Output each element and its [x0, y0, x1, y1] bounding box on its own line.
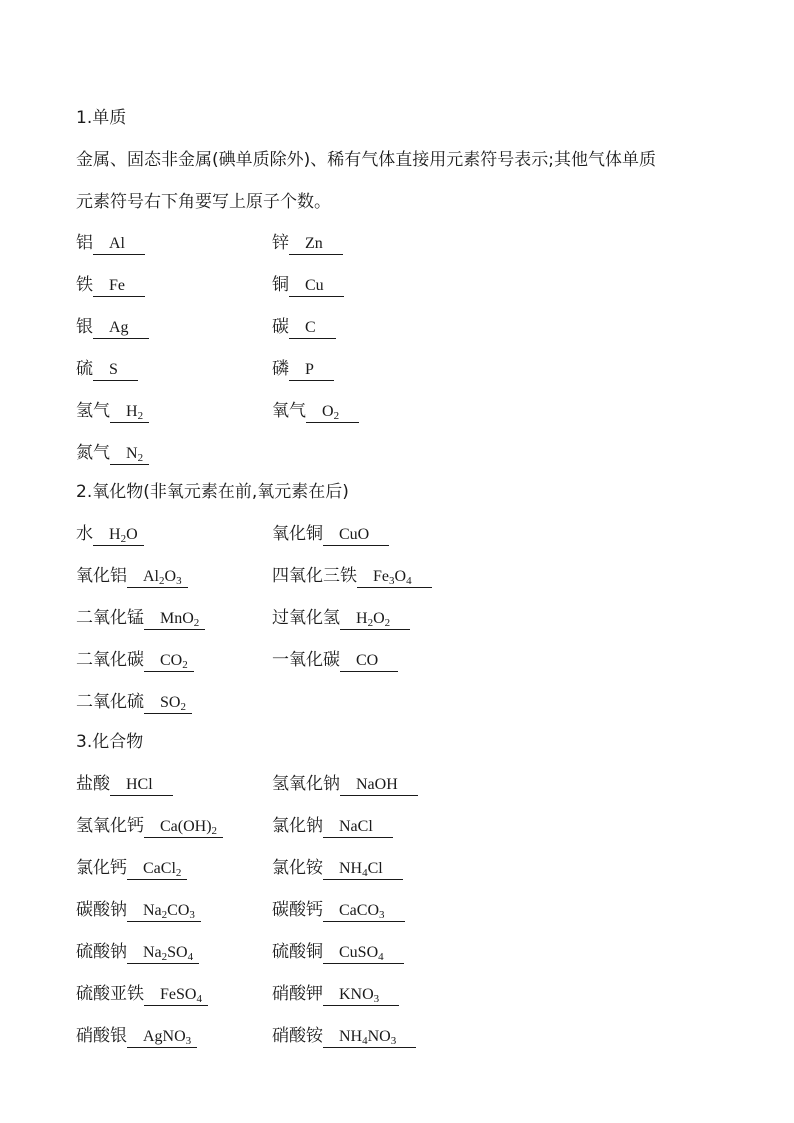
formula-row	[76, 648, 716, 672]
chemical-formula: Fe	[93, 276, 145, 297]
compound-name: 氯化钙	[76, 858, 127, 878]
formula-entry	[272, 772, 418, 796]
formula-row	[76, 940, 716, 964]
compound-name: 磷	[272, 359, 289, 379]
chemical-formula: S	[93, 360, 138, 381]
formula-entry	[272, 357, 334, 381]
chemical-formula: CaCO$_3$	[323, 901, 405, 922]
formula-row	[76, 357, 716, 381]
compound-name: 硝酸钾	[272, 984, 323, 1004]
compound-name: 四氧化三铁	[272, 566, 357, 586]
compound-name: 硫酸钠	[76, 942, 127, 962]
formula-row	[76, 441, 716, 465]
section-1-heading: 1.单质	[76, 108, 127, 128]
chemical-formula: C	[289, 318, 336, 339]
compound-name: 碳酸钠	[76, 900, 127, 920]
compound-name: 一氧化碳	[272, 650, 340, 670]
chemical-formula: $Na_2SO_4$	[127, 943, 199, 964]
chemical-formula: $Ca(OH)_2$	[144, 817, 223, 838]
formula-row	[76, 772, 716, 796]
chemical-formula: NaOH	[340, 775, 418, 796]
compound-name: 铜	[272, 275, 289, 295]
chemical-formula: CaCl$_2$	[127, 859, 187, 880]
section-3-heading: 3.化合物	[76, 732, 144, 752]
chemical-formula: CuSO$_4$	[323, 943, 404, 964]
formula-entry	[76, 648, 194, 672]
chemical-formula: HCl	[110, 775, 173, 796]
compound-name: 硫	[76, 359, 93, 379]
compound-name: 二氧化锰	[76, 608, 144, 628]
formula-row	[76, 982, 716, 1006]
chemical-formula: CuO	[323, 525, 389, 546]
compound-name: 二氧化硫	[76, 692, 144, 712]
chemical-formula: $Fe_3O_4$	[357, 567, 432, 588]
compound-name: 碳酸钙	[272, 900, 323, 920]
section-2-heading: 2.氧化物(非氧元素在前,氧元素在后)	[76, 482, 349, 502]
chemical-formula: $N_2$	[110, 444, 149, 465]
chemical-formula: $Al_2O_3$	[127, 567, 188, 588]
chemical-formula: NaCl	[323, 817, 393, 838]
chemical-formula: $H_2O$	[93, 525, 144, 546]
chemical-formula: $NH_4NO_3$	[323, 1027, 416, 1048]
compound-name: 氯化铵	[272, 858, 323, 878]
chemical-formula: $CO_2$	[144, 651, 194, 672]
formula-entry	[272, 399, 359, 423]
compound-name: 氢氧化钙	[76, 816, 144, 836]
chemical-formula: MnO$_2$	[144, 609, 205, 630]
chemical-formula: AgNO$_3$	[127, 1027, 197, 1048]
compound-name: 盐酸	[76, 774, 110, 794]
formula-entry	[272, 856, 403, 880]
formula-entry	[76, 315, 149, 339]
formula-entry	[272, 940, 404, 964]
section-1-description-line-2: 元素符号右下角要写上原子个数。	[76, 192, 331, 212]
formula-entry	[272, 522, 389, 546]
chemical-formula: $O_2$	[306, 402, 359, 423]
compound-name: 铁	[76, 275, 93, 295]
compound-name: 氮气	[76, 443, 110, 463]
formula-row	[76, 606, 716, 630]
formula-row	[76, 898, 716, 922]
compound-name: 锌	[272, 233, 289, 253]
formula-entry	[76, 772, 173, 796]
chemical-formula: Ag	[93, 318, 149, 339]
formula-entry	[272, 564, 432, 588]
compound-name: 氧化铜	[272, 524, 323, 544]
compound-name: 水	[76, 524, 93, 544]
formula-entry	[76, 814, 223, 838]
formula-row	[76, 814, 716, 838]
formula-entry	[76, 606, 205, 630]
compound-name: 氯化钠	[272, 816, 323, 836]
formula-entry	[76, 441, 149, 465]
formula-entry	[76, 522, 144, 546]
compound-name: 氧气	[272, 401, 306, 421]
formula-entry	[76, 982, 208, 1006]
formula-row	[76, 1024, 716, 1048]
formula-entry	[272, 273, 344, 297]
formula-row	[76, 564, 716, 588]
compound-name: 硫酸铜	[272, 942, 323, 962]
formula-row	[76, 856, 716, 880]
compound-name: 氧化铝	[76, 566, 127, 586]
compound-name: 铝	[76, 233, 93, 253]
formula-entry	[76, 231, 145, 255]
chemical-formula: $KNO_3$	[323, 985, 399, 1006]
chemical-formula: $H_2O_2$	[340, 609, 410, 630]
chemical-formula: Cu	[289, 276, 344, 297]
compound-name: 硝酸铵	[272, 1026, 323, 1046]
formula-entry	[76, 898, 201, 922]
formula-entry	[272, 606, 410, 630]
formula-entry	[76, 690, 192, 714]
formula-entry	[76, 856, 187, 880]
formula-entry	[272, 982, 399, 1006]
compound-name: 氢氧化钠	[272, 774, 340, 794]
compound-name: 过氧化氢	[272, 608, 340, 628]
formula-entry	[272, 648, 398, 672]
formula-row	[76, 690, 716, 714]
formula-entry	[272, 231, 343, 255]
chemical-formula: CO	[340, 651, 398, 672]
formula-entry	[272, 1024, 416, 1048]
compound-name: 二氧化碳	[76, 650, 144, 670]
chemical-formula: FeSO$_4$	[144, 985, 208, 1006]
formula-entry	[272, 315, 336, 339]
chemical-formula: $Na_2CO_3$	[127, 901, 201, 922]
chemical-formula: Zn	[289, 234, 343, 255]
chemical-formula: Al	[93, 234, 145, 255]
formula-row	[76, 522, 716, 546]
chemical-formula: P	[289, 360, 334, 381]
chemical-formula: $NH_4Cl$	[323, 859, 403, 880]
formula-entry	[76, 357, 138, 381]
formula-entry	[76, 940, 199, 964]
section-1-description-line-1: 金属、固态非金属(碘单质除外)、稀有气体直接用元素符号表示;其他气体单质	[76, 150, 656, 170]
formula-entry	[272, 814, 393, 838]
formula-row	[76, 231, 716, 255]
compound-name: 硫酸亚铁	[76, 984, 144, 1004]
formula-entry	[272, 898, 405, 922]
formula-entry	[76, 1024, 197, 1048]
compound-name: 硝酸银	[76, 1026, 127, 1046]
formula-row	[76, 315, 716, 339]
compound-name: 银	[76, 317, 93, 337]
formula-entry	[76, 273, 145, 297]
formula-entry	[76, 399, 149, 423]
chemical-formula: $H_2$	[110, 402, 149, 423]
chemical-formula: $SO_2$	[144, 693, 192, 714]
compound-name: 碳	[272, 317, 289, 337]
formula-entry	[76, 564, 188, 588]
formula-row	[76, 273, 716, 297]
compound-name: 氢气	[76, 401, 110, 421]
formula-row	[76, 399, 716, 423]
